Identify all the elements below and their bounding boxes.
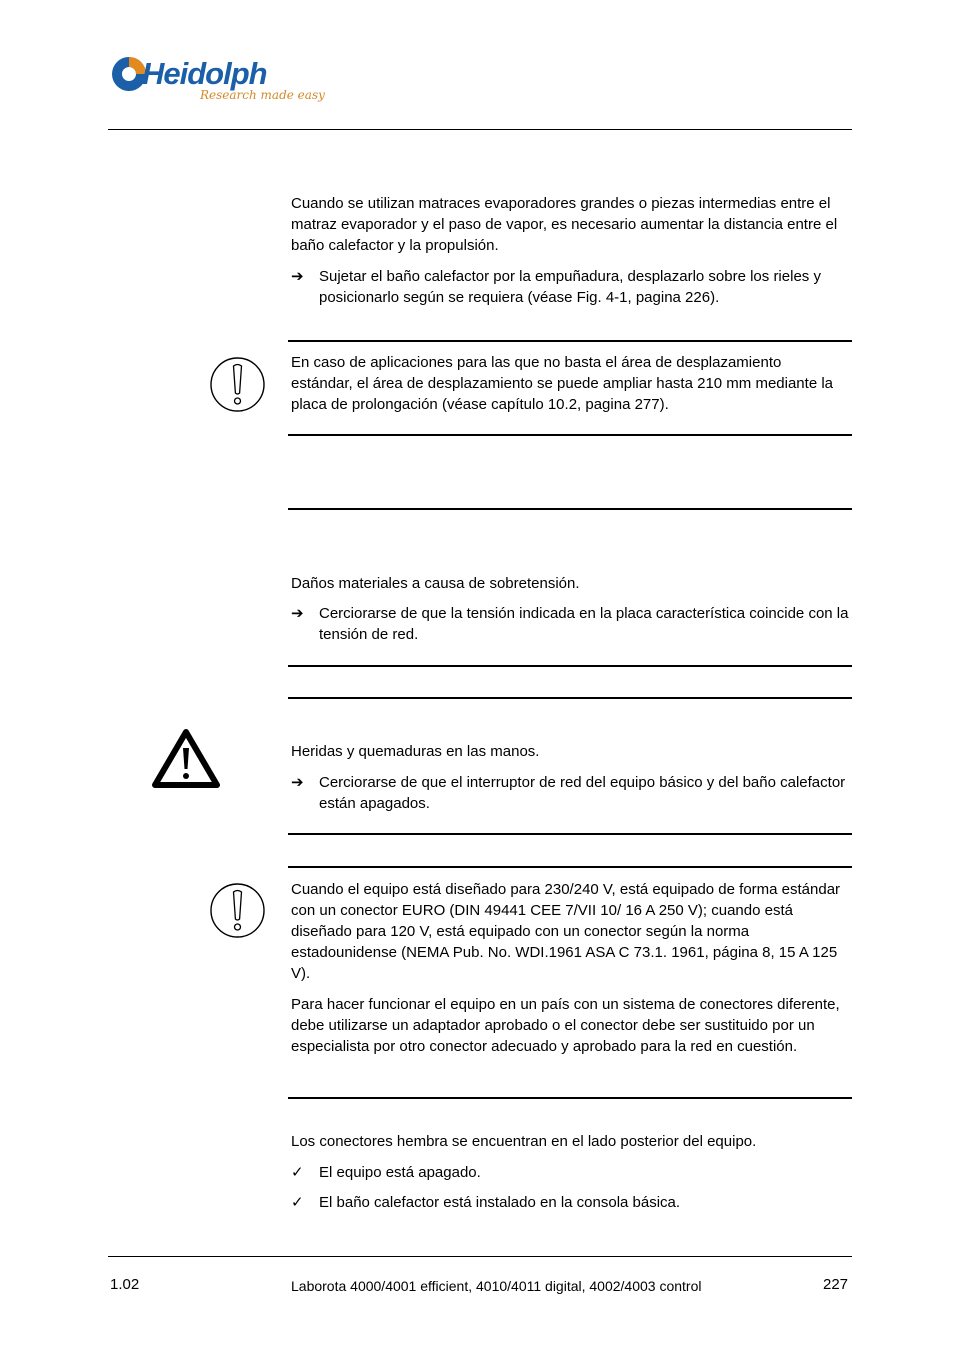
note1-bottom-rule — [288, 434, 852, 436]
footer-rule — [108, 1256, 852, 1257]
arrow-icon: ➔ — [291, 267, 304, 285]
warning1-text: Heridas y quemaduras en las manos. — [291, 743, 540, 760]
check-item: El baño calefactor está instalado en la consola básica. — [319, 1194, 681, 1211]
logo-slogan: Research made easy — [200, 88, 325, 102]
header-rule — [108, 129, 852, 130]
logo-brand: Heidolph — [142, 56, 267, 91]
page-number: 227 — [823, 1276, 849, 1293]
checkmark-icon: ✓ — [291, 1193, 304, 1211]
note2-top-rule — [288, 866, 852, 868]
note2-bottom-rule — [288, 1097, 852, 1099]
warning1-top-rule — [288, 697, 852, 699]
section2-paragraph: Los conectores hembra se encuentran en el lado posterior del equipo. — [291, 1133, 757, 1150]
checkmark-icon: ✓ — [291, 1163, 304, 1181]
section1-paragraph: Cuando se utilizan matraces evaporadores grandes o piezas intermedias entre el matraz evaporador y el paso de vapor, es necesario aumentar la distancia entre el baño calefactor y la propulsión. — [291, 195, 838, 254]
notice-icon — [209, 356, 266, 413]
caution1-bottom-rule — [288, 665, 852, 667]
arrow-icon: ➔ — [291, 773, 304, 791]
warning1-bottom-rule — [288, 833, 852, 835]
note1-top-rule — [288, 340, 852, 342]
warning-triangle-icon — [152, 728, 220, 788]
caution1-text: Daños materiales a causa de sobretensión. — [291, 575, 580, 592]
footer-version: 1.02 — [110, 1276, 140, 1293]
caution1-top-rule — [288, 508, 852, 510]
warning1-item: Cerciorarse de que el interruptor de red del equipo básico y del baño calefactor están apagados. — [319, 774, 846, 812]
footer-title: Laborota 4000/4001 efficient, 4010/4011 digital, 4002/4003 control — [291, 1278, 702, 1294]
note2-paragraph2: Para hacer funcionar el equipo en un país con un sistema de conectores diferente, debe utilizarse un adaptador aprobado o el conector debe ser sustituido por un especialista por otro conector adecuado y aprobado para la red en cuestión. — [291, 996, 840, 1055]
caution1-item: Cerciorarse de que la tensión indicada en la placa característica coincide con la tensión de red. — [319, 605, 849, 643]
note2-paragraph1: Cuando el equipo está diseñado para 230/240 V, está equipado de forma estándar con un conector EURO (DIN 49441 CEE 7/VII 10/ 16 A 250 V); cuando está diseñado para 120 V, está equipado con un conector según la norma estadounidense (NEMA Pub. No. WDI.1961 ASA C 73.1. 1961, página 8, 15 A 125 V). — [291, 881, 841, 982]
check-item: El equipo está apagado. — [319, 1164, 481, 1181]
heidolph-logo — [108, 52, 328, 116]
section1-item: Sujetar el baño calefactor por la empuñadura, desplazarlo sobre los rieles y posicionarlo según se requiera (véase Fig. 4-1, pagina 226). — [319, 268, 821, 306]
arrow-icon: ➔ — [291, 604, 304, 622]
notice-icon — [209, 882, 266, 939]
note1-text: En caso de aplicaciones para las que no basta el área de desplazamiento estándar, el área de desplazamiento se puede ampliar hasta 210 mm mediante la placa de prolongación (véase capítulo 10.2, pagina 277). — [291, 354, 833, 413]
